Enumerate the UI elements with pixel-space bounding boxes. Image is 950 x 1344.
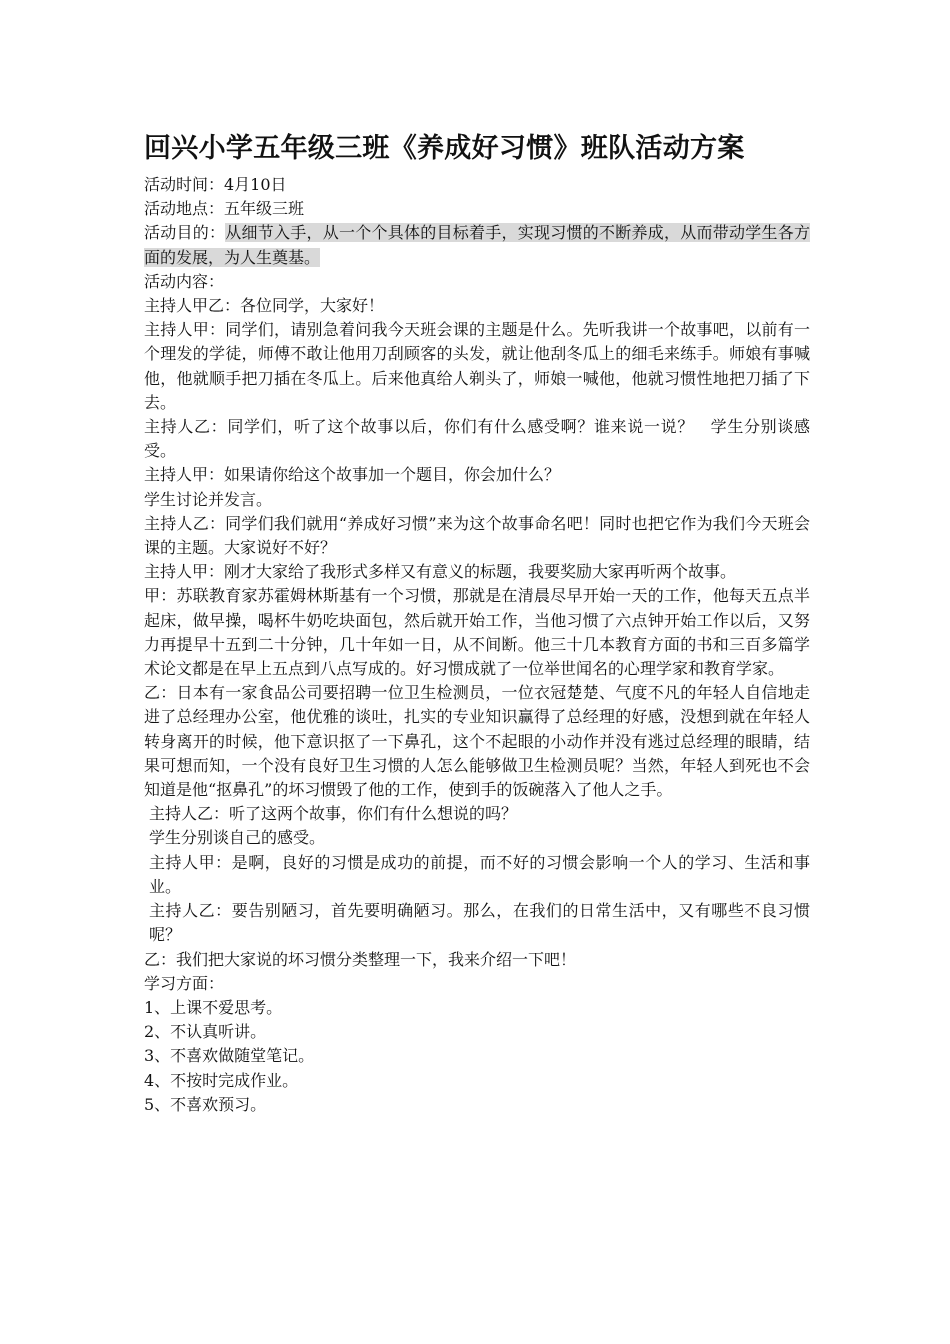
paragraph-good-habits: 主持人甲：是啊，良好的习惯是成功的前提，而不好的习惯会影响一个人的学习、生活和事业。 xyxy=(149,852,810,896)
list-item: 5、不喜欢预习。 xyxy=(144,1094,267,1114)
list-item: 3、不喜欢做随堂笔记。 xyxy=(144,1046,315,1066)
paragraph-classify-habits: 乙：我们把大家说的坏习惯分类整理一下，我来介绍一下吧！ xyxy=(144,949,577,969)
activity-time: 活动时间：4月10日 xyxy=(144,175,287,194)
study-heading: 学习方面： xyxy=(144,973,225,993)
paragraph-theme: 主持人乙：同学们我们就用“养成好习惯”来为这个故事命名吧！同时也把它作为我们今天班会课的主题。大家说好不好？ xyxy=(144,513,810,558)
activity-purpose xyxy=(144,221,810,269)
list-item: 4、不按时完成作业。 xyxy=(144,1070,299,1090)
paragraph-greeting: 主持人甲乙：各位同学，大家好！ xyxy=(144,296,385,316)
activity-place: 活动地点：五年级三班 xyxy=(144,199,305,219)
paragraph-sukhomlinsky-story: 甲：苏联教育家苏霍姆林斯基有一个习惯，那就是在清晨尽早开始一天的工作，他每天五点半起床，做早操，喝杯牛奶吃块面包，然后就开始工作，当他习惯了六点钟开始工作以后，又努力再提早十五到二十分钟，几十年如一日，从不间断。他三十几本教育方面的书和三百多篇学术论文都是在早上五点到八点写成的。好习惯成就了一位举世闻名的心理学家和教育学家。 xyxy=(144,586,810,679)
paragraph-after-stories: 主持人乙：听了这两个故事，你们有什么想说的吗？ xyxy=(149,804,518,824)
activity-content-label: 活动内容： xyxy=(144,271,225,291)
activity-purpose-label: 活动目的： xyxy=(144,223,226,243)
paragraph-inspector-story: 乙：日本有一家食品公司要招聘一位卫生检测员，一位衣冠楚楚、气度不凡的年轻人自信地走进了总经理办公室，他优雅的谈吐，扎实的专业知识赢得了总经理的好感，没想到就在年轻人转身离开的时候，他下意识抠了一下鼻孔，这个不起眼的小动作并没有逃过总经理的眼睛，结果可想而知，一个没有良好卫生习惯的人怎么能够做卫生检测员呢？当然，年轻人到死也不会知道是他“抠鼻孔”的坏习惯毁了他的工作，使到手的饭碗落入了他人之手。 xyxy=(144,683,810,800)
paragraph-barber-story: 主持人甲：同学们，请别急着问我今天班会课的主题是什么。先听我讲一个故事吧，以前有一个理发的学徒，师傅不敢让他用刀刮顾客的头发，就让他刮冬瓜上的细毛来练手。师娘有事喊他，他就顺手把刀插在冬瓜上。后来他真给人剃头了，师娘一喊他，他就习惯性地把刀插了下去。 xyxy=(144,320,810,412)
document-title: 回兴小学五年级三班《养成好习惯》班队活动方案 xyxy=(144,133,745,164)
list-item: 1、上课不爱思考。 xyxy=(144,997,283,1017)
paragraph-bad-habits-question: 主持人乙：要告别陋习，首先要明确陋习。那么，在我们的日常生活中，又有哪些不良习惯呢？ xyxy=(149,901,810,945)
paragraph-title-question: 主持人甲：如果请你给这个故事加一个题目，你会加什么？ xyxy=(144,465,561,485)
paragraph-reward: 主持人甲：刚才大家给了我形式多样又有意义的标题，我要奖励大家再听两个故事。 xyxy=(144,562,737,582)
list-item: 2、不认真听讲。 xyxy=(144,1022,267,1042)
document-page xyxy=(144,127,810,1117)
paragraph-feelings: 主持人乙：同学们，听了这个故事以后，你们有什么感受啊？谁来说一说？ 学生分别谈感受。 xyxy=(144,417,810,461)
activity-purpose-text: 从细节入手，从一个个具体的目标着手，实现习惯的不断养成，从而带动学生各方面的发展，为人生奠基。 xyxy=(144,223,810,267)
paragraph-students-share: 学生分别谈自己的感受。 xyxy=(149,828,326,848)
paragraph-discussion: 学生讨论并发言。 xyxy=(144,489,273,509)
